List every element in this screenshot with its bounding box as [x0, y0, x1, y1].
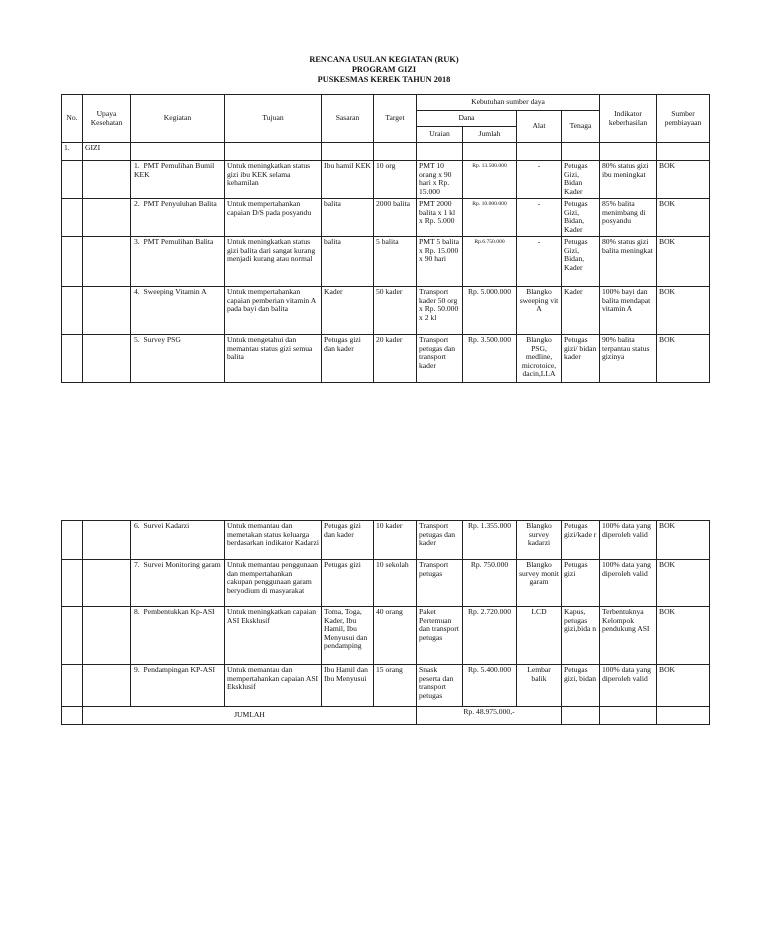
target-cell: 5 balita: [374, 237, 417, 287]
sasaran-cell: balita: [322, 237, 374, 287]
uraian-cell: PMT 2000 balita x 1 kl x Rp. 5.000: [417, 199, 463, 237]
table-row: [62, 560, 710, 607]
alat-cell: Blangko survey monit garam: [517, 560, 562, 607]
sumber-cell: BOK: [657, 199, 710, 237]
kegiatan-cell: 3. PMT Pemulihan Balita: [131, 237, 225, 287]
target-cell: 20 kader: [374, 335, 417, 383]
header-sasaran: Sasaran: [322, 95, 374, 143]
kegiatan-cell: 6. Survei Kadarzi: [131, 521, 225, 560]
kegiatan-cell: 2. PMT Penyuluhan Balita: [131, 199, 225, 237]
target-cell: 10 org: [374, 161, 417, 199]
uraian-cell: Transport petugas dan kader: [417, 521, 463, 560]
indikator-cell: 85% balita menimbang di posyandu: [600, 199, 657, 237]
sasaran-cell: Petugas gizi dan kader: [322, 335, 374, 383]
sasaran-cell: Ibu hamil KEK: [322, 161, 374, 199]
sumber-cell: BOK: [657, 560, 710, 607]
uraian-cell: Paket Pertemuan dan transport petugas: [417, 607, 463, 665]
tujuan-cell: Untuk meningkatkan status gizi ibu KEK selama kehamilan: [225, 161, 322, 199]
header-kebutuhan: Kebutuhan sumber daya: [417, 95, 600, 111]
indikator-cell: 100% data yang diperoleh valid: [600, 560, 657, 607]
jumlah-cell: Rp. 3.500.000: [463, 335, 517, 383]
alat-cell: -: [517, 237, 562, 287]
kegiatan-cell: 7. Survei Monitoring garam: [131, 560, 225, 607]
alat-cell: Blangko PSG, medline, microtoice, dacin,LLA: [517, 335, 562, 383]
header-dana: Dana: [417, 111, 517, 127]
sasaran-cell: balita: [322, 199, 374, 237]
target-cell: 15 orang: [374, 665, 417, 707]
uraian-cell: PMT 10 orang x 90 hari x Rp. 15.000: [417, 161, 463, 199]
alat-cell: -: [517, 199, 562, 237]
document-title: [0, 55, 768, 85]
table-row: [62, 199, 710, 237]
title-line-1: RENCANA USULAN KEGIATAN (RUK): [309, 55, 459, 64]
tenaga-cell: Petugas gizi/ bidan kader: [562, 335, 600, 383]
header-alat: Alat: [517, 111, 562, 143]
sumber-cell: BOK: [657, 665, 710, 707]
table-row: [62, 665, 710, 707]
title-line-3: PUSKESMAS KEREK TAHUN 2018: [317, 75, 451, 84]
section-upaya: GIZI: [83, 143, 131, 161]
sumber-cell: BOK: [657, 161, 710, 199]
header-indikator: Indikator keberhasilan: [600, 95, 657, 143]
alat-cell: LCD: [517, 607, 562, 665]
alat-cell: -: [517, 161, 562, 199]
uraian-cell: Transport petugas: [417, 560, 463, 607]
kegiatan-cell: 9. Pendampingan KP-ASI: [131, 665, 225, 707]
total-value: Rp. 48.975.000,-: [417, 707, 562, 725]
uraian-cell: Snask peserta dan transport petugas: [417, 665, 463, 707]
jumlah-cell: Rp. 1.355.000: [463, 521, 517, 560]
sumber-cell: BOK: [657, 521, 710, 560]
indikator-cell: 90% balita terpantau status gizinya: [600, 335, 657, 383]
header-target: Target: [374, 95, 417, 143]
header-uraian: Uraian: [417, 127, 463, 143]
tujuan-cell: Untuk mempertahankan capaian D/S pada posyandu: [225, 199, 322, 237]
jumlah-cell: Rp. 10.000.000: [463, 199, 517, 237]
target-cell: 40 orang: [374, 607, 417, 665]
ruk-table-part-2: [61, 520, 710, 725]
tenaga-cell: Kader: [562, 287, 600, 335]
sasaran-cell: Kader: [322, 287, 374, 335]
header-sumber: Sumber pembiayaan: [657, 95, 710, 143]
indikator-cell: 80% status gizi ibu meningkat: [600, 161, 657, 199]
tenaga-cell: Petugas Gizi, Bidan, Kader: [562, 199, 600, 237]
header-upaya: Upaya Kesehatan: [83, 95, 131, 143]
tenaga-cell: Petugas gizi, bidan: [562, 665, 600, 707]
indikator-cell: Terbentuknya Kelompok pendukung ASI: [600, 607, 657, 665]
jumlah-cell: Rp. 5.400.000: [463, 665, 517, 707]
sasaran-cell: Ibu Hamil dan Ibu Menyusui: [322, 665, 374, 707]
tenaga-cell: Petugas Gizi, Bidan Kader: [562, 161, 600, 199]
target-cell: 50 kader: [374, 287, 417, 335]
title-line-2: PROGRAM GIZI: [351, 65, 417, 74]
tenaga-cell: Petugas gizi/kade r: [562, 521, 600, 560]
indikator-cell: 100% bayi dan balita mendapat vitamin A: [600, 287, 657, 335]
tujuan-cell: Untuk meningkatkan capaian ASI Eksklusif: [225, 607, 322, 665]
table-row: [62, 237, 710, 287]
alat-cell: Blangko survey kadarzi: [517, 521, 562, 560]
header-no: No.: [62, 95, 83, 143]
jumlah-cell: Rp. 2.720.000: [463, 607, 517, 665]
indikator-cell: 80% status gizi balita meningkat: [600, 237, 657, 287]
tujuan-cell: Untuk mengetahui dan memantau status gizi semua balita: [225, 335, 322, 383]
header-kegiatan: Kegiatan: [131, 95, 225, 143]
table-row: [62, 287, 710, 335]
sumber-cell: BOK: [657, 287, 710, 335]
kegiatan-cell: 5. Survey PSG: [131, 335, 225, 383]
uraian-cell: PMT 5 balita x Rp. 15.000 x 90 hari: [417, 237, 463, 287]
tujuan-cell: Untuk meningkatkan status gizi balita dari sangat kurang menjadi kurang atau normal: [225, 237, 322, 287]
uraian-cell: Transport kader 50 org x Rp. 50.000 x 2 kl: [417, 287, 463, 335]
target-cell: 10 kader: [374, 521, 417, 560]
indikator-cell: 100% data yang diperoleh valid: [600, 521, 657, 560]
kegiatan-cell: 4. Sweeping Vitamin A: [131, 287, 225, 335]
kegiatan-cell: 1. PMT Pemulihan Bumil KEK: [131, 161, 225, 199]
tujuan-cell: Untuk memantau penggunaan dan mempertahankan cakupan penggunaan garam beryodium di masyarakat: [225, 560, 322, 607]
ruk-table-part-1: [61, 94, 710, 383]
table-row: [62, 607, 710, 665]
total-row: [62, 707, 710, 725]
sumber-cell: BOK: [657, 607, 710, 665]
alat-cell: Lembar balik: [517, 665, 562, 707]
header-tenaga: Tenaga: [562, 111, 600, 143]
tujuan-cell: Untuk mempertahankan capaian pemberian vitamin A pada bayi dan balita: [225, 287, 322, 335]
jumlah-cell: Rp. 5.000.000: [463, 287, 517, 335]
total-label: JUMLAH: [83, 707, 417, 725]
sasaran-cell: Petugas gizi: [322, 560, 374, 607]
uraian-cell: Transport petugas dan transport kader: [417, 335, 463, 383]
table-row: [62, 161, 710, 199]
tenaga-cell: Petugas Gizi, Bidan, Kader: [562, 237, 600, 287]
sasaran-cell: Petugas gizi dan kader: [322, 521, 374, 560]
kegiatan-cell: 8. Pembentukkan Kp-ASI: [131, 607, 225, 665]
target-cell: 10 sekolah: [374, 560, 417, 607]
header-tujuan: Tujuan: [225, 95, 322, 143]
section-row: [62, 143, 710, 161]
header-jumlah: Jumlah: [463, 127, 517, 143]
sasaran-cell: Toma, Toga, Kader, Ibu Hamil, Ibu Menyusui dan pendamping: [322, 607, 374, 665]
jumlah-cell: Rp.6.750.000: [463, 237, 517, 287]
tujuan-cell: Untuk memantau dan memetakan status keluarga berdasarkan indikator Kadarzi: [225, 521, 322, 560]
indikator-cell: 100% data yang diperoleh valid: [600, 665, 657, 707]
tenaga-cell: Kapus, petugas gizi,bida n: [562, 607, 600, 665]
sumber-cell: BOK: [657, 335, 710, 383]
target-cell: 2000 balita: [374, 199, 417, 237]
jumlah-cell: Rp. 13.500.000: [463, 161, 517, 199]
alat-cell: Blangko sweeping vit A: [517, 287, 562, 335]
jumlah-cell: Rp. 750.000: [463, 560, 517, 607]
tujuan-cell: Untuk memantau dan mempertahankan capaian ASI Eksklusif: [225, 665, 322, 707]
table-row: [62, 335, 710, 383]
table-row: [62, 521, 710, 560]
section-no: 1.: [62, 143, 83, 161]
tenaga-cell: Petugas gizi: [562, 560, 600, 607]
sumber-cell: BOK: [657, 237, 710, 287]
